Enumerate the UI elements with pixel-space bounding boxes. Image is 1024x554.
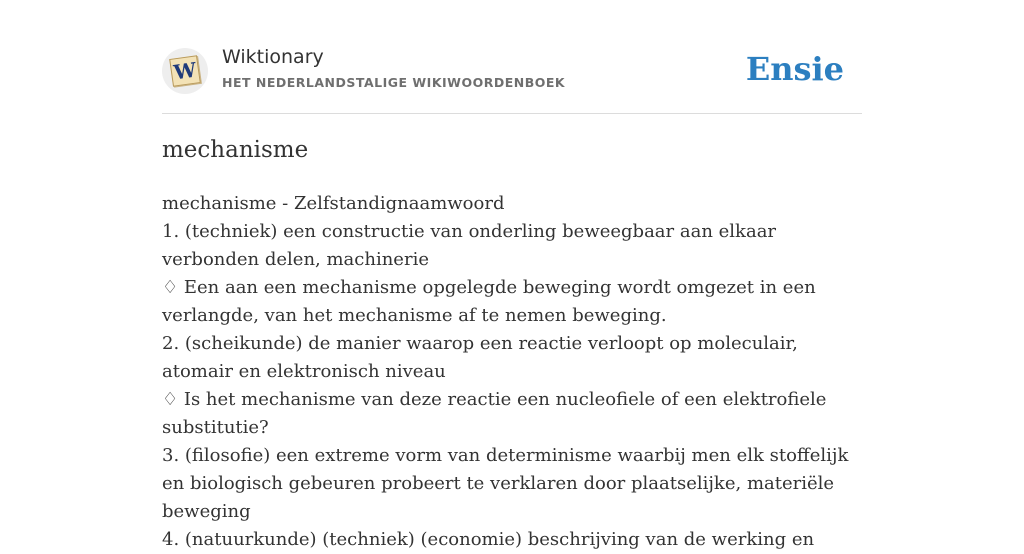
page-title: mechanisme [162, 137, 309, 163]
ensie-brand-logo[interactable]: Ensie [745, 50, 844, 88]
definition-2: 2. (scheikunde) de manier waarop een reactie verloopt op moleculair, atomair en elektronisch niveau [162, 333, 798, 382]
example-2: ♢ Is het mechanisme van deze reactie een nucleofiele of een elektrofiele substitutie? [162, 389, 827, 438]
site-tagline: HET NEDERLANDSTALIGE WIKIWOORDENBOEK [222, 75, 566, 90]
part-of-speech-line: mechanisme - Zelfstandignaamwoord [162, 193, 505, 214]
definition-content [162, 190, 862, 554]
site-header [162, 40, 862, 114]
definition-3: 3. (filosofie) een extreme vorm van determinisme waarbij men elk stoffelijk en biologisch gebeuren probeert te verklaren door plaatselijke, materiële beweging [162, 445, 849, 522]
logo-letter: W [172, 57, 198, 85]
site-name[interactable]: Wiktionary [222, 46, 324, 68]
example-1: ♢ Een aan een mechanisme opgelegde beweging wordt omgezet in een verlangde, van het mechanisme af te nemen beweging. [162, 277, 816, 326]
wiktionary-logo-icon[interactable] [162, 48, 208, 94]
logo-tile [169, 55, 201, 87]
definition-1: 1. (techniek) een constructie van onderling beweegbaar aan elkaar verbonden delen, machinerie [162, 221, 777, 270]
definition-4: 4. (natuurkunde) (techniek) (economie) beschrijving van de werking en [162, 529, 815, 550]
